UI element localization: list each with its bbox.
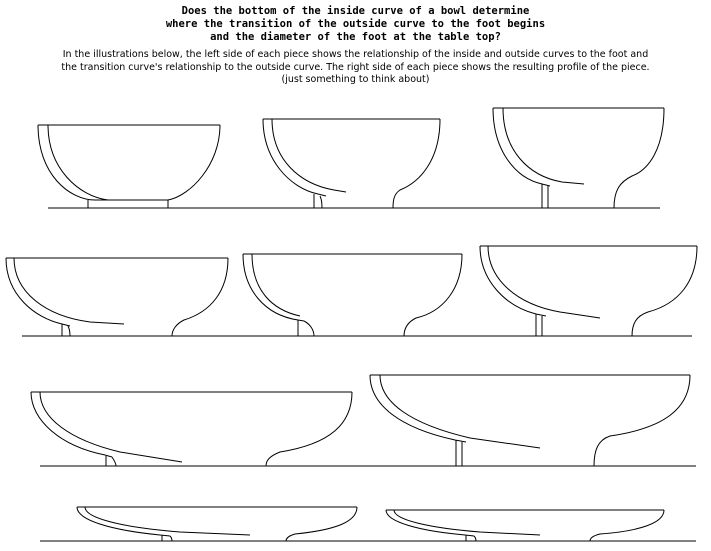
intro-line-3: (just something to think about) <box>281 74 430 85</box>
bowl-profile-10 <box>386 510 664 541</box>
outside-curve <box>77 507 170 536</box>
inside-curve <box>380 375 540 448</box>
inside-curve <box>40 392 182 462</box>
resulting-profile <box>404 254 462 336</box>
resulting-profile <box>393 119 440 208</box>
bowl-profile-8 <box>370 375 690 466</box>
transition-curve <box>314 194 322 208</box>
outside-curve <box>38 125 220 200</box>
inside-curve <box>14 258 124 324</box>
title-line-1: Does the bottom of the inside curve of a bowl determine <box>181 5 530 17</box>
bowl-profile-3 <box>493 108 664 208</box>
outside-curve <box>31 392 112 457</box>
bowl-profile-4 <box>6 258 228 336</box>
foot <box>542 184 548 208</box>
inside-curve <box>48 125 108 200</box>
inside-curve <box>252 254 300 316</box>
outside-curve <box>6 258 70 326</box>
transition-curve <box>298 320 314 336</box>
resulting-profile <box>266 392 352 466</box>
resulting-profile <box>172 258 228 336</box>
resulting-profile <box>286 507 357 541</box>
inside-curve <box>394 510 540 535</box>
intro-line-2: the transition curve's relationship to the outside curve. The right side of each piece shows the resulting profile of the piece. <box>61 61 650 73</box>
resulting-profile <box>614 108 664 208</box>
outside-curve <box>370 375 466 442</box>
bowl-profile-6 <box>480 246 697 336</box>
bowl-profile-5 <box>243 254 462 336</box>
intro-line-1: In the illustrations below, the left side of each piece shows the relationship of the inside and outside curves to the foot and <box>62 49 649 60</box>
bowl-profile-1 <box>38 125 220 208</box>
foot <box>456 440 462 466</box>
outside-curve <box>493 108 550 186</box>
foot <box>536 314 542 336</box>
resulting-profile <box>590 510 664 541</box>
inside-curve <box>488 246 600 318</box>
foot <box>88 200 168 208</box>
inside-curve <box>503 108 584 184</box>
resulting-profile <box>594 375 690 466</box>
outside-curve <box>386 510 474 536</box>
inside-curve <box>85 507 250 535</box>
title-line-3: and the diameter of the foot at the table top? <box>210 31 501 43</box>
inside-curve <box>272 119 346 192</box>
resulting-profile <box>632 246 697 336</box>
bowl-profile-2 <box>263 119 440 208</box>
bowl-profile-7 <box>31 392 352 466</box>
bowl-profile-9 <box>77 507 357 541</box>
title-line-2: where the transition of the outside curve to the foot begins <box>165 18 546 30</box>
transition-curve <box>106 456 116 466</box>
